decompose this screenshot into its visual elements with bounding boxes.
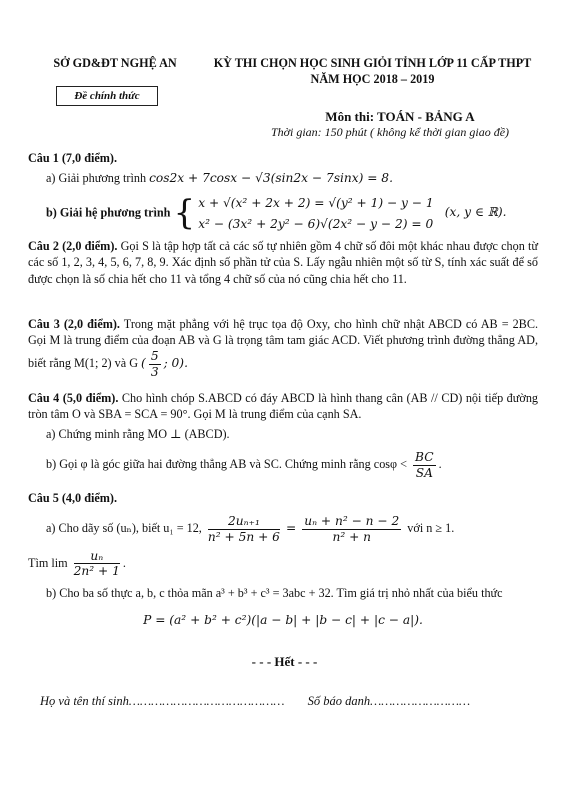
q5-part-a: a) Cho dãy số (uₙ), biết u₁ = 12, $\frac{\text{2uₙ₊₁}}{\text{n² + 5n + 6}}$ = $\frac{\text{uₙ + n² − n − 2}}{\text{n² + n}}$ với n ≥ 1. <box>46 514 455 545</box>
time-line: Thời gian: 150 phút ( không kể thời gian giao đề) <box>270 125 510 139</box>
q3-title: Câu 3 (2,0 điểm). <box>28 317 120 331</box>
q5b-expression: P = (a² + b² + c²)(|a − b| + |b − c| + |c − a|). <box>143 612 423 627</box>
q2-title: Câu 2 (2,0 điểm). <box>28 239 118 253</box>
subject-line: Môn thi: TOÁN - BẢNG A <box>325 109 475 124</box>
bc-sa-fraction: $\frac{BC}{SA}$ <box>415 450 434 481</box>
q1-part-b <box>28 193 538 234</box>
candidate-id-field: Số báo danh……………………… <box>307 694 471 708</box>
q4-text: Cho hình chóp S.ABCD có đáy ABCD là hình thang cân (AB // CD) nội tiếp đường tròn tâm O và SBA = SCA = 90°. Gọi M là trung điểm của cạnh SA. <box>28 391 539 422</box>
candidate-name-field: Họ và tên thí sinh…………………………………… <box>40 694 285 708</box>
q5-part-b: b) Cho ba số thực a, b, c thỏa mãn a³ + b³ + c³ = 3abc + 32. Tìm giá trị nhỏ nhất của biểu thức <box>46 586 503 601</box>
end-marker: - - - Hết - - - <box>251 654 318 669</box>
q4-title: Câu 4 (5,0 điểm). <box>28 391 119 405</box>
question-4 <box>28 390 538 481</box>
q1-title: Câu 1 (7,0 điểm). <box>28 151 118 165</box>
q4-part-a: a) Chứng minh rằng MO ⊥ (ABCD). <box>46 426 230 441</box>
footer <box>40 693 540 710</box>
q4-part-b: b) Gọi φ là góc giữa hai đường thẳng AB và SC. Chứng minh rằng cosφ < $\frac{BC}{SA}$ . <box>46 450 442 481</box>
q4b-text: b) Gọi φ là góc giữa hai đường thẳng AB và SC. Chứng minh rằng cosφ < <box>46 457 407 472</box>
department-name: SỞ GD&ĐT NGHỆ AN <box>53 56 177 70</box>
q5-title: Câu 5 (4,0 điểm). <box>28 491 118 505</box>
system-eq-1: x + √(x² + 2x + 2) = √(y² + 1) − y − 1 <box>198 195 434 210</box>
question-3: Câu 3 (2,0 điểm). Trong mặt phẳng với hệ trục tọa độ Oxy, cho hình chữ nhật ABCD có AB = 2BC. Gọi M là trung điểm của đoạn AB và G là trọng tâm tam giác ACD. Viết phương trình đường thẳng AD, biết rằng M(1; 2) và G ( $\frac{5}{3}$ ; 0). <box>28 317 538 379</box>
q5a-text: a) Cho dãy số (uₙ), biết u₁ = 12, <box>46 521 202 536</box>
recurrence-left: $\frac{\text{2uₙ₊₁}}{\text{n² + 5n + 6}}$ <box>207 514 280 545</box>
q1-part-a <box>28 170 538 186</box>
q5a-condition: với n ≥ 1. <box>407 521 455 536</box>
q1b-domain: (x, y ∈ ℝ). <box>444 205 507 220</box>
g-tail: ; 0). <box>163 355 188 370</box>
school-year: NĂM HỌC 2018 – 2019 <box>310 72 435 87</box>
g-fraction: $\frac{5}{3}$ <box>150 348 159 379</box>
q1a-text: a) Giải phương trình <box>46 171 147 186</box>
q1b-text: b) Giải hệ phương trình <box>46 205 171 220</box>
exam-title: KỲ THI CHỌN HỌC SINH GIỎI TỈNH LỚP 11 CẤP THPT <box>213 56 532 70</box>
equation-system <box>198 193 433 234</box>
limit-fraction: $\frac{\text{uₙ}}{\text{2n² + 1}}$ <box>73 548 120 579</box>
q2-text: Gọi S là tập hợp tất cả các số tự nhiên gồm 4 chữ số đôi một khác nhau được chọn từ các số 1, 2, 3, 4, 5, 6, 7, 8, 9. Xác định số phần tử của S. Lấy ngẫu nhiên một số từ S, tính xác suất để số được chọn là số chia hết cho 11 và tổng 4 chữ số của nó cũng chia hết cho 11. <box>28 239 538 286</box>
recurrence-right: $\frac{\text{uₙ + n² − n − 2}}{\text{n² + n}}$ <box>304 514 400 545</box>
q5-limit: Tìm lim $\frac{\text{uₙ}}{\text{2n² + 1}}$ . <box>28 548 126 579</box>
official-label: Đề chính thức <box>56 86 158 106</box>
question-2 <box>28 238 538 287</box>
q3-text: Trong mặt phẳng với hệ trục tọa độ Oxy, cho hình chữ nhật ABCD có AB = 2BC. Gọi M là trung điểm của đoạn AB và G là trọng tâm tam giác ACD. Viết phương trình đường thẳng AD, biết rằng M(1; 2) và G <box>28 317 538 370</box>
exam-header <box>200 55 545 88</box>
q1a-equation: cos2x + 7cosx − √3(sin2x − 7sinx) = 8. <box>149 171 393 186</box>
lim-text: Tìm lim <box>28 555 68 570</box>
system-brace: { <box>173 193 196 234</box>
question-5 <box>28 490 538 628</box>
system-eq-2: x² − (3x² + 2y² − 6)√(2x² − y − 2) = 0 <box>198 216 434 231</box>
question-1 <box>28 150 538 234</box>
